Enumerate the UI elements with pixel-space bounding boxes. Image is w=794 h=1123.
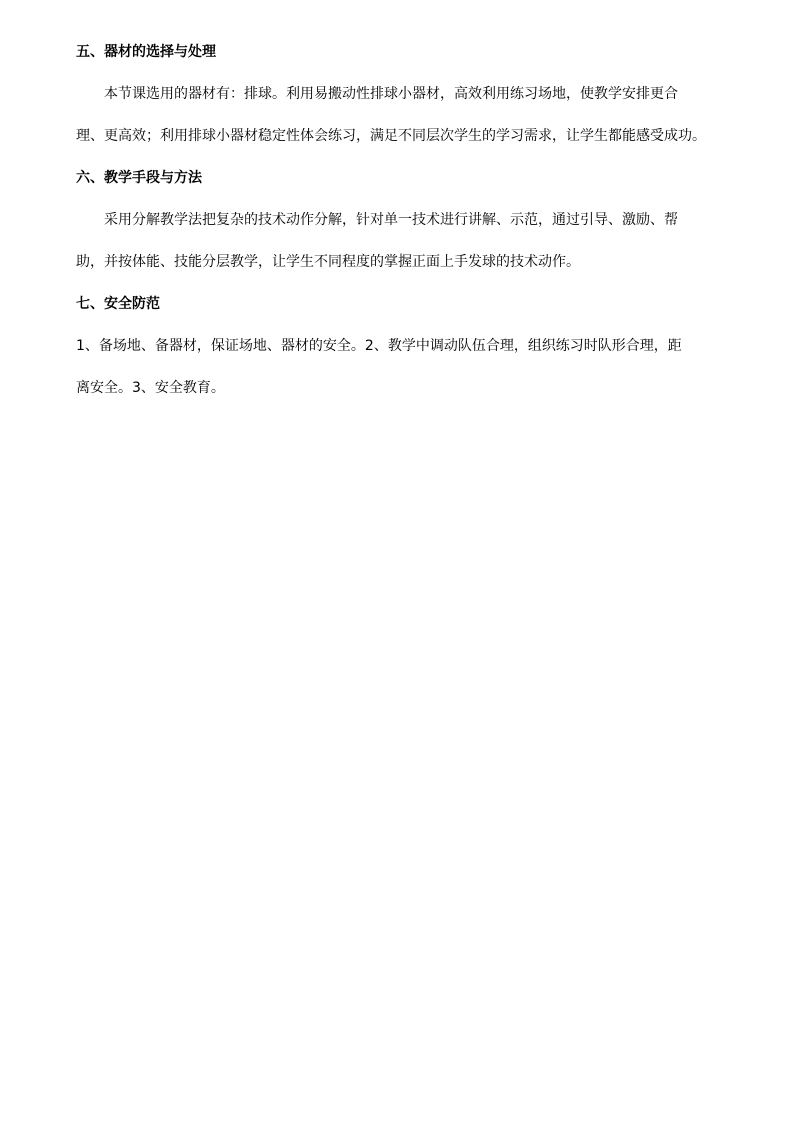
paragraph-line: 离安全。3、安全教育。: [76, 380, 225, 396]
section-heading-equipment: 五、器材的选择与处理: [76, 44, 216, 60]
section-heading-methods: 六、教学手段与方法: [76, 170, 202, 186]
paragraph-line: 理、更高效；利用排球小器材稳定性体会练习，满足不同层次学生的学习需求，让学生都能感受成功。: [76, 128, 706, 144]
paragraph-line: 1、备场地、备器材，保证场地、器材的安全。2、教学中调动队伍合理，组织练习时队形合理，距: [76, 338, 682, 354]
paragraph-line: 采用分解教学法把复杂的技术动作分解，针对单一技术进行讲解、示范，通过引导、激励、帮: [104, 212, 678, 228]
section-heading-safety: 七、安全防范: [76, 296, 160, 312]
paragraph-line: 助，并按体能、技能分层教学，让学生不同程度的掌握正面上手发球的技术动作。: [76, 254, 580, 270]
paragraph-line: 本节课选用的器材有：排球。利用易搬动性排球小器材，高效利用练习场地，使教学安排更合: [104, 86, 678, 102]
